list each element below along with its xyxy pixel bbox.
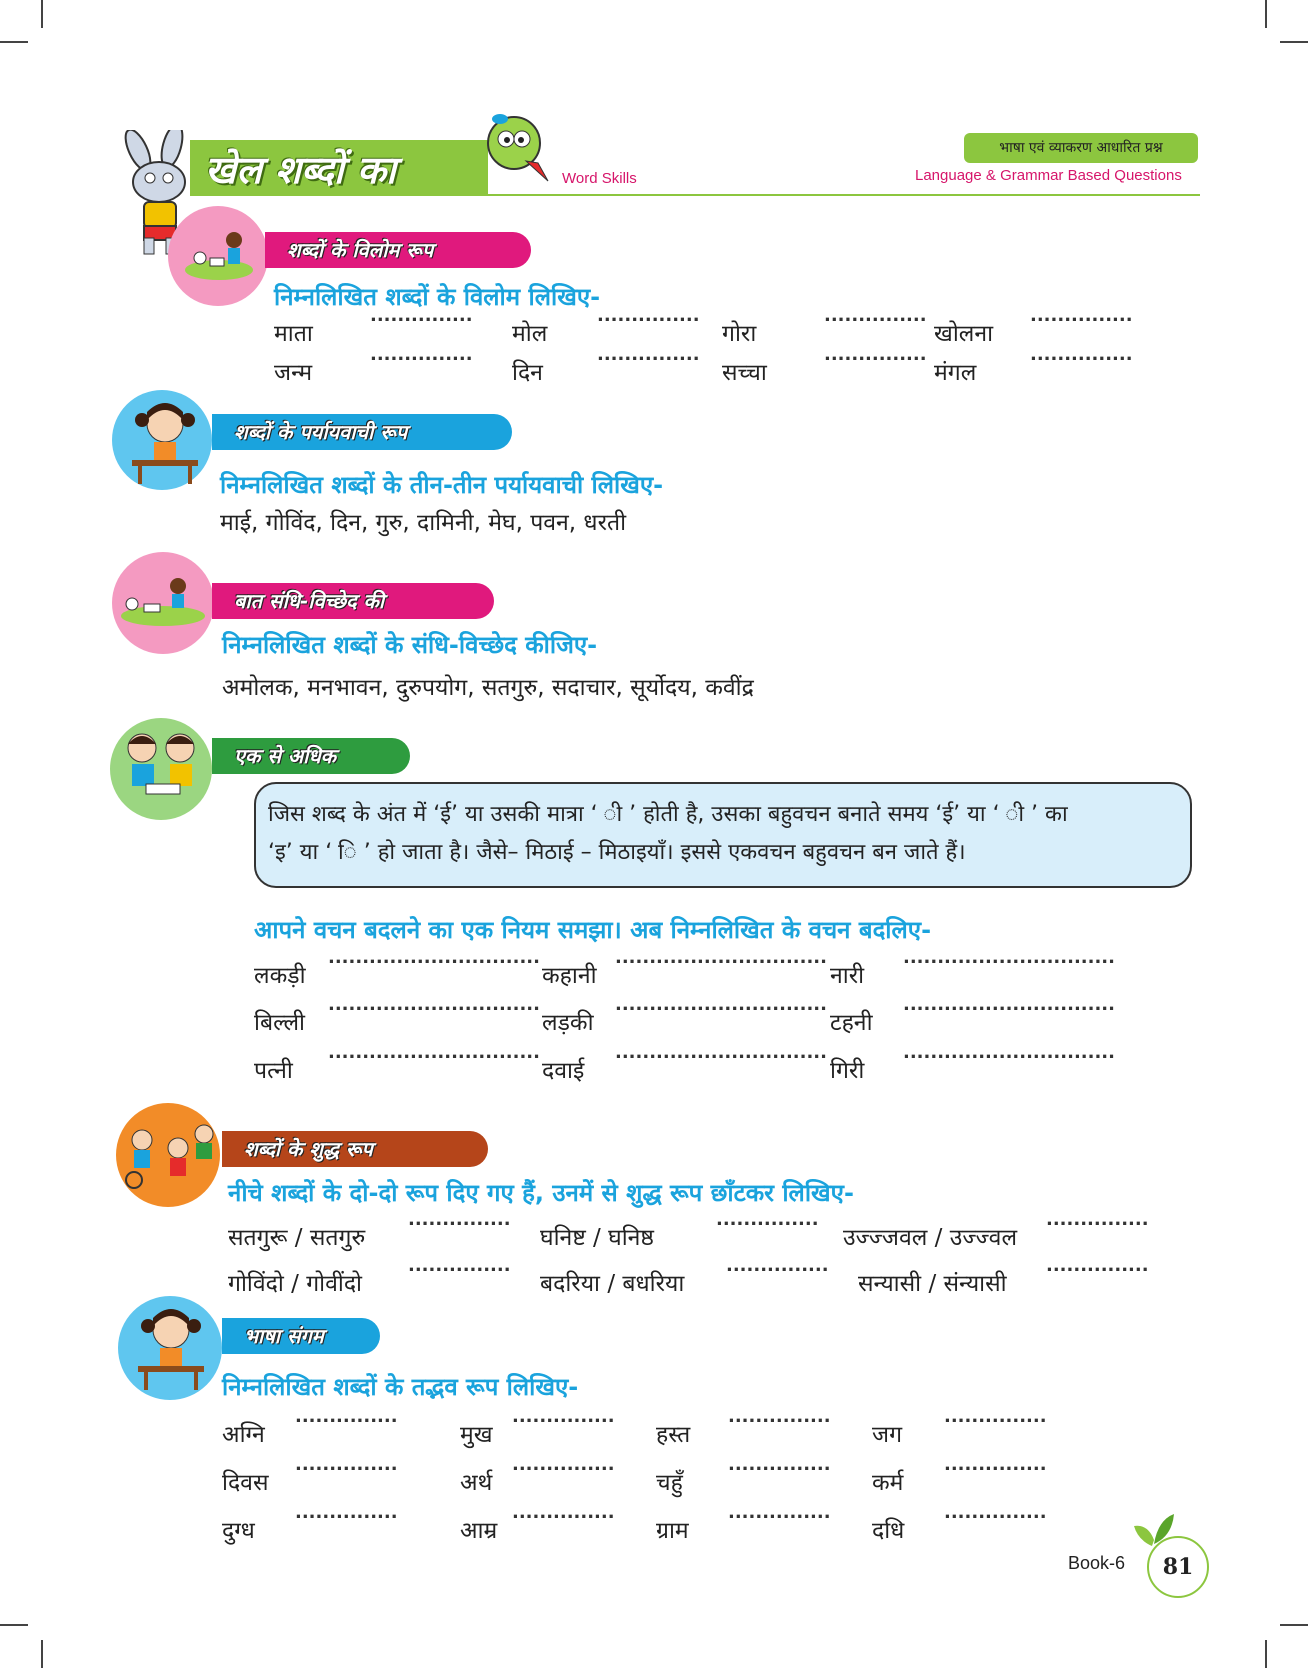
question-word: सतगुरू / सतगुरु: [228, 1225, 366, 1251]
page-title: खेल शब्दों का: [205, 148, 396, 192]
answer-blank[interactable]: ...............................: [615, 994, 827, 1015]
section-instruction: निम्नलिखित शब्दों के विलोम लिखिए-: [274, 283, 601, 311]
crop-mark: [41, 0, 43, 28]
pencil-mascot-icon: [482, 113, 554, 189]
section-instruction: नीचे शब्दों के दो-दो रूप दिए गए हैं, उनमें से शुद्ध रूप छाँटकर लिखिए-: [228, 1179, 854, 1207]
question-word: जन्म: [274, 360, 313, 386]
answer-blank[interactable]: ...............................: [903, 1042, 1115, 1063]
question-word: दधि: [872, 1518, 905, 1544]
girl-reading-icon: [130, 398, 200, 488]
header-divider: [190, 194, 1200, 196]
category-badge: भाषा एवं व्याकरण आधारित प्रश्न: [964, 133, 1198, 163]
question-word: सच्चा: [722, 360, 767, 386]
answer-blank[interactable]: ...............: [824, 344, 927, 365]
word-list: अमोलक, मनभावन, दुरुपयोग, सतगुरु, सदाचार, सूर्योदय, कवींद्र: [222, 675, 754, 701]
page-number: 81: [1147, 1536, 1209, 1598]
crop-mark: [0, 41, 28, 43]
answer-blank[interactable]: ...............: [1046, 1255, 1149, 1276]
question-word: उज्ज्जवल / उज्ज्वल: [843, 1225, 1018, 1251]
question-word: लकड़ी: [254, 963, 306, 989]
answer-blank[interactable]: ...............: [597, 305, 700, 326]
crop-mark: [1265, 1640, 1267, 1668]
question-word: बिल्ली: [254, 1010, 306, 1036]
answer-blank[interactable]: ...............: [295, 1454, 398, 1475]
section-heading: एक से अधिक: [212, 738, 410, 774]
crop-mark: [1280, 41, 1308, 43]
question-word: गोरा: [722, 321, 757, 347]
section-instruction: निम्नलिखित शब्दों के संधि-विच्छेद कीजिए-: [222, 631, 598, 659]
children-playing-icon: [118, 572, 208, 628]
answer-blank[interactable]: ...............................: [615, 1042, 827, 1063]
answer-blank[interactable]: ...............................: [328, 1042, 540, 1063]
question-word: सन्यासी / संन्यासी: [858, 1271, 1007, 1297]
answer-blank[interactable]: ...............: [295, 1502, 398, 1523]
section-heading: शब्दों के शुद्ध रूप: [222, 1131, 488, 1167]
question-word: बदरिया / बधरिया: [540, 1271, 685, 1297]
category-subtitle: Language & Grammar Based Questions: [915, 167, 1182, 184]
answer-blank[interactable]: ...............: [512, 1502, 615, 1523]
section-instruction: निम्नलिखित शब्दों के तीन-तीन पर्यायवाची लिखिए-: [220, 471, 664, 499]
question-word: गिरी: [830, 1058, 865, 1084]
answer-blank[interactable]: ...............: [728, 1502, 831, 1523]
question-word: कहानी: [542, 963, 597, 989]
children-playing-icon: [182, 222, 256, 282]
answer-blank[interactable]: ...............: [408, 1209, 511, 1230]
section-instruction: निम्नलिखित शब्दों के तद्भव रूप लिखिए-: [222, 1373, 579, 1401]
answer-blank[interactable]: ...............: [716, 1209, 819, 1230]
answer-blank[interactable]: ...............................: [328, 994, 540, 1015]
answer-blank[interactable]: ...............: [1030, 344, 1133, 365]
question-word: आम्र: [460, 1518, 498, 1544]
question-word: चहुँ: [656, 1470, 683, 1496]
question-word: कर्म: [872, 1470, 904, 1496]
answer-blank[interactable]: ...............: [370, 344, 473, 365]
question-word: पत्नी: [254, 1058, 293, 1084]
crop-mark: [1280, 1624, 1308, 1626]
girl-reading-icon: [134, 1304, 208, 1396]
section-heading: शब्दों के पर्यायवाची रूप: [212, 414, 512, 450]
crop-mark: [0, 1624, 28, 1626]
question-word: दिन: [512, 360, 543, 386]
question-word: माता: [274, 321, 313, 347]
question-word: मुख: [460, 1422, 493, 1448]
book-label: Book-6: [1068, 1553, 1126, 1573]
question-word: मोल: [512, 321, 548, 347]
word-skills-label: Word Skills: [562, 170, 637, 187]
question-word: लड़की: [542, 1010, 594, 1036]
answer-blank[interactable]: ...............: [295, 1406, 398, 1427]
question-word: हस्त: [656, 1422, 691, 1448]
answer-blank[interactable]: ...............: [944, 1502, 1047, 1523]
question-word: जग: [872, 1422, 903, 1448]
question-word: अर्थ: [460, 1470, 493, 1496]
question-word: दिवस: [222, 1470, 269, 1496]
answer-blank[interactable]: ...............: [597, 344, 700, 365]
rule-info-box: [254, 782, 1192, 888]
answer-blank[interactable]: ...............: [728, 1454, 831, 1475]
question-word: मंगल: [934, 360, 977, 386]
question-word: टहनी: [830, 1010, 873, 1036]
answer-blank[interactable]: ...............: [408, 1255, 511, 1276]
answer-blank[interactable]: ...............................: [328, 947, 540, 968]
question-word: खोलना: [934, 321, 994, 347]
answer-blank[interactable]: ...............................: [615, 947, 827, 968]
answer-blank[interactable]: ...............: [726, 1255, 829, 1276]
answer-blank[interactable]: ...............: [728, 1406, 831, 1427]
answer-blank[interactable]: ...............................: [903, 947, 1115, 968]
children-playing-icon: [122, 1118, 218, 1194]
question-word: अग्नि: [222, 1422, 265, 1448]
question-word: गोविंदो / गोवींदो: [228, 1271, 363, 1297]
answer-blank[interactable]: ...............................: [903, 994, 1115, 1015]
answer-blank[interactable]: ...............: [944, 1454, 1047, 1475]
children-reading-icon: [116, 730, 206, 800]
crop-mark: [41, 1640, 43, 1668]
word-list: माई, गोविंद, दिन, गुरु, दामिनी, मेघ, पवन, धरती: [220, 510, 627, 536]
answer-blank[interactable]: ...............: [824, 305, 927, 326]
question-word: दुग्ध: [222, 1518, 255, 1544]
rule-text-line: जिस शब्द के अंत में ‘ई’ या उसकी मात्रा ‘ ी ’ होती है, उसका बहुवचन बनाते समय ‘ई’ या ‘ ी ’ का: [268, 802, 1068, 827]
question-word: नारी: [830, 963, 865, 989]
answer-blank[interactable]: ...............: [1030, 305, 1133, 326]
section-heading: शब्दों के विलोम रूप: [265, 232, 531, 268]
answer-blank[interactable]: ...............: [1046, 1209, 1149, 1230]
question-word: घनिष्ट / घनिष्ठ: [540, 1225, 654, 1251]
section-instruction: आपने वचन बदलने का एक नियम समझा। अब निम्नलिखित के वचन बदलिए-: [254, 916, 932, 944]
answer-blank[interactable]: ...............: [370, 305, 473, 326]
question-word: दवाई: [542, 1058, 585, 1084]
answer-blank[interactable]: ...............: [944, 1406, 1047, 1427]
rule-text-line: ‘इ’ या ‘ ि ’ हो जाता है। जैसे– मिठाई – मिठाइयाँ। इससे एकवचन बहुवचन बन जाते हैं।: [268, 840, 966, 865]
answer-blank[interactable]: ...............: [512, 1406, 615, 1427]
answer-blank[interactable]: ...............: [512, 1454, 615, 1475]
section-heading: बात संधि-विच्छेद की: [212, 583, 494, 619]
crop-mark: [1265, 0, 1267, 28]
section-heading: भाषा संगम: [222, 1318, 380, 1354]
question-word: ग्राम: [656, 1518, 689, 1544]
